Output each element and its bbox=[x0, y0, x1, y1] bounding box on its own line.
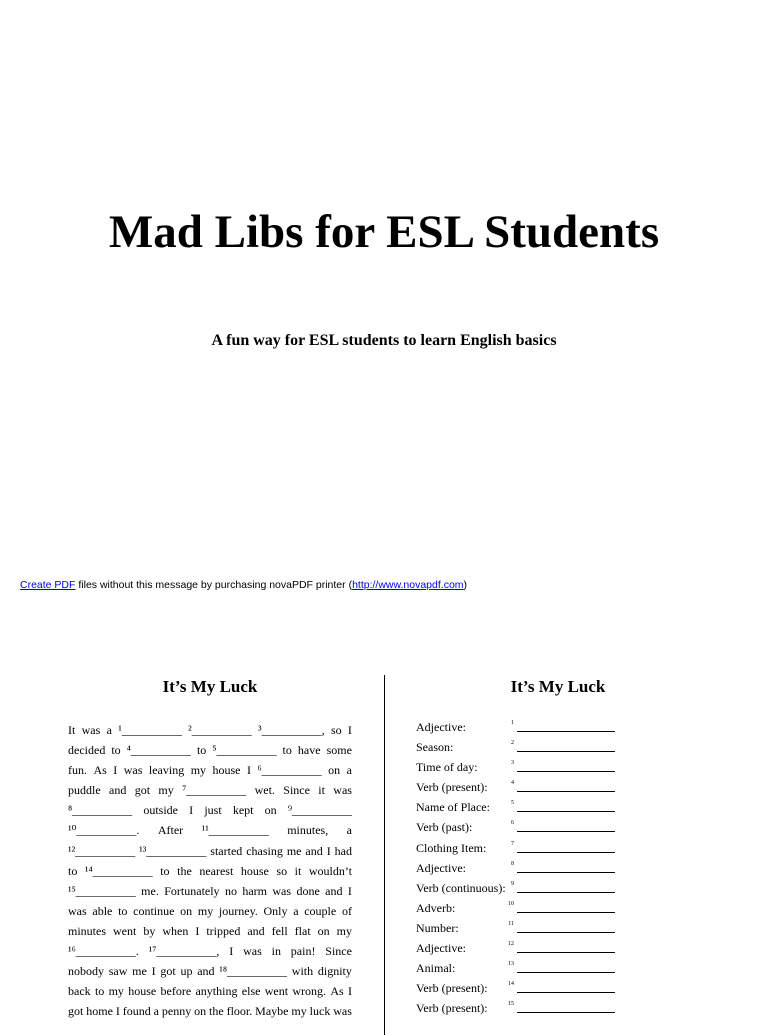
story-word: to bbox=[111, 743, 121, 758]
story-word: dignity bbox=[317, 964, 352, 979]
story-word: I bbox=[113, 763, 118, 778]
story-line bbox=[68, 961, 352, 981]
story-word: continue bbox=[133, 903, 175, 918]
word-list-row bbox=[416, 838, 626, 858]
story-word: so bbox=[330, 723, 342, 737]
blank-number: 5 bbox=[511, 800, 514, 807]
story-word: chasing bbox=[246, 843, 283, 858]
answer-blank-line bbox=[517, 731, 615, 732]
story-word: After bbox=[157, 823, 184, 838]
story-word: nearest bbox=[199, 863, 234, 878]
story-word: to bbox=[68, 863, 78, 878]
word-type-label: Animal: bbox=[416, 961, 456, 976]
story-line bbox=[68, 760, 352, 780]
story-word: fell bbox=[271, 923, 288, 938]
pdf-watermark-note bbox=[20, 578, 467, 592]
story-word: ¹³__________ bbox=[139, 843, 207, 858]
story-word: house bbox=[240, 863, 269, 878]
create-pdf-link[interactable]: Create PDF bbox=[20, 579, 76, 591]
word-type-label: Verb (continuous): bbox=[416, 880, 506, 895]
story-word: ⁵__________ bbox=[212, 743, 277, 758]
story-word: wrong. bbox=[292, 984, 327, 999]
story-word: to bbox=[282, 743, 292, 758]
story-word: I bbox=[347, 883, 352, 898]
story-word: ⁷__________ bbox=[182, 783, 247, 798]
blank-number: 6 bbox=[511, 820, 514, 827]
blank-number: 11 bbox=[508, 920, 514, 927]
story-word: with bbox=[291, 964, 314, 979]
story-word: I bbox=[189, 803, 194, 818]
story-word: pain! bbox=[290, 944, 316, 959]
word-type-label: Adjective: bbox=[416, 860, 466, 875]
story-line bbox=[68, 841, 352, 861]
story-word: on bbox=[194, 1004, 207, 1019]
novapdf-url-link[interactable]: http://www.novapdf.com bbox=[352, 579, 464, 591]
word-list-row bbox=[416, 817, 626, 837]
answer-blank-line bbox=[517, 771, 615, 772]
story-text bbox=[68, 720, 352, 1021]
blank-number: 10 bbox=[508, 900, 514, 907]
story-word: Fortunately bbox=[164, 883, 220, 898]
story-word: of bbox=[341, 903, 352, 918]
story-word: just bbox=[204, 803, 222, 818]
story-word: home bbox=[86, 1004, 113, 1019]
answer-blank-line bbox=[517, 912, 615, 913]
story-word: ¹⁴__________ bbox=[84, 863, 153, 878]
story-word: to bbox=[118, 903, 128, 918]
story-word: penny bbox=[161, 1004, 192, 1019]
story-word: no bbox=[224, 883, 237, 898]
pdf-note-text: files without this message by purchasing novaPDF printer ( bbox=[75, 579, 353, 591]
word-list bbox=[416, 717, 626, 1018]
story-word: Since bbox=[325, 944, 352, 959]
answer-blank-line bbox=[517, 852, 615, 853]
story-line bbox=[68, 881, 352, 901]
story-word: some bbox=[326, 743, 352, 758]
story-word: my bbox=[190, 763, 207, 778]
story-word: had bbox=[334, 843, 352, 858]
story-word: Maybe bbox=[255, 1004, 289, 1019]
story-word: up bbox=[180, 964, 193, 979]
story-word: ¹⁷__________, bbox=[148, 944, 220, 959]
story-word: by bbox=[143, 923, 156, 938]
story-word: tripped bbox=[206, 923, 241, 938]
blank-number: 13 bbox=[508, 961, 514, 968]
word-type-label: Season: bbox=[416, 740, 454, 755]
story-word: As bbox=[93, 763, 107, 778]
story-word: ⁴__________ bbox=[126, 743, 191, 758]
story-word: was bbox=[81, 723, 101, 737]
story-word: was bbox=[68, 903, 87, 918]
story-line bbox=[68, 921, 352, 941]
story-word: a bbox=[346, 763, 352, 778]
story-line bbox=[68, 820, 352, 840]
story-word: ³__________, bbox=[258, 723, 325, 737]
story-word: house bbox=[212, 763, 241, 778]
word-type-label: Verb (present): bbox=[416, 981, 488, 996]
story-line bbox=[68, 720, 352, 740]
story-word: on bbox=[264, 803, 277, 818]
story-word: was bbox=[123, 763, 143, 778]
story-word: Only bbox=[263, 903, 288, 918]
story-word: I bbox=[326, 843, 331, 858]
answer-blank-line bbox=[517, 892, 615, 893]
story-word: ¹²__________ bbox=[68, 843, 136, 858]
answer-blank-line bbox=[517, 952, 615, 953]
story-word: As bbox=[330, 984, 344, 999]
story-word: went bbox=[113, 923, 137, 938]
word-list-row bbox=[416, 777, 626, 797]
story-word: outside bbox=[143, 803, 179, 818]
story-word: was bbox=[333, 783, 352, 798]
story-word: It bbox=[68, 723, 76, 737]
word-type-label: Verb (present): bbox=[416, 1001, 488, 1016]
word-type-label: Adjective: bbox=[416, 720, 466, 734]
story-word: I bbox=[115, 1004, 120, 1019]
story-word: the bbox=[177, 863, 192, 878]
story-word: saw bbox=[108, 964, 128, 979]
story-word: journey. bbox=[218, 903, 258, 918]
story-word: kept bbox=[232, 803, 254, 818]
story-word: a bbox=[106, 723, 112, 737]
word-list-row bbox=[416, 858, 626, 878]
story-line bbox=[68, 740, 352, 760]
story-word: went bbox=[264, 984, 289, 999]
story-word: found bbox=[122, 1004, 151, 1019]
story-word: so bbox=[276, 863, 288, 878]
word-list-title: It’s My Luck bbox=[510, 677, 606, 696]
story-word: leaving bbox=[148, 763, 185, 778]
story-line bbox=[68, 981, 352, 1001]
story-word: my bbox=[108, 984, 124, 999]
story-word: was bbox=[333, 1004, 352, 1019]
story-word: anything bbox=[195, 984, 238, 999]
story-word: ¹⁶__________. bbox=[68, 944, 139, 959]
story-word: harm bbox=[242, 883, 267, 898]
answer-blank-line bbox=[517, 1012, 615, 1013]
page-subtitle: A fun way for ESL students to learn English basics bbox=[211, 332, 557, 349]
story-word: my bbox=[158, 783, 174, 798]
story-word: and bbox=[109, 783, 127, 798]
story-word: I bbox=[347, 723, 352, 737]
word-list-row bbox=[416, 898, 626, 918]
page-title: Mad Libs for ESL Students bbox=[108, 206, 660, 258]
story-word: a bbox=[293, 903, 299, 918]
story-line bbox=[68, 780, 352, 800]
blank-number: 9 bbox=[511, 880, 514, 887]
story-line bbox=[68, 941, 352, 961]
story-word: nobody bbox=[68, 964, 104, 979]
story-word: ¹⁸__________ bbox=[219, 964, 288, 979]
story-word: on bbox=[328, 763, 341, 778]
story-word: me. bbox=[141, 883, 159, 898]
story-word: ¹⁰__________. bbox=[68, 823, 140, 838]
blank-number: 3 bbox=[511, 760, 514, 767]
story-word: puddle bbox=[68, 783, 101, 798]
story-word: and bbox=[305, 843, 323, 858]
story-word: was bbox=[243, 944, 262, 959]
story-word: floor. bbox=[226, 1004, 253, 1019]
answer-blank-line bbox=[517, 831, 615, 832]
story-word: ¹⁵__________ bbox=[68, 883, 136, 898]
story-word: minutes bbox=[68, 923, 106, 938]
word-list-row bbox=[416, 757, 626, 777]
word-type-label: Name of Place: bbox=[416, 800, 490, 815]
story-word: I bbox=[229, 944, 234, 959]
story-word: I bbox=[195, 923, 200, 938]
story-word: got bbox=[68, 1004, 84, 1019]
story-word: a bbox=[346, 823, 352, 838]
answer-blank-line bbox=[517, 791, 615, 792]
story-word: I bbox=[151, 964, 156, 979]
answer-blank-line bbox=[517, 992, 615, 993]
pdf-note-end: ) bbox=[463, 579, 468, 591]
story-word: luck bbox=[309, 1004, 331, 1019]
story-line bbox=[68, 1001, 352, 1021]
story-word: and bbox=[247, 923, 265, 938]
blank-number: 2 bbox=[511, 740, 514, 747]
answer-blank-line bbox=[517, 972, 615, 973]
story-word: ¹__________ bbox=[118, 723, 182, 737]
story-word: ⁶__________ bbox=[257, 763, 322, 778]
word-list-row bbox=[416, 878, 626, 898]
answer-blank-line bbox=[517, 872, 615, 873]
story-word: on bbox=[180, 903, 193, 918]
word-type-label: Time of day: bbox=[416, 760, 478, 775]
story-word: Since bbox=[283, 783, 310, 798]
story-title: It’s My Luck bbox=[162, 677, 258, 696]
column-divider bbox=[384, 675, 385, 1035]
story-word: when bbox=[162, 923, 189, 938]
word-type-label: Verb (present): bbox=[416, 780, 488, 795]
story-word: got bbox=[160, 964, 176, 979]
story-word: ⁸__________ bbox=[68, 803, 133, 818]
blank-number: 7 bbox=[511, 840, 514, 847]
blank-number: 15 bbox=[508, 1001, 514, 1008]
word-list-row bbox=[416, 938, 626, 958]
story-word: started bbox=[210, 843, 243, 858]
story-word: house bbox=[128, 984, 157, 999]
story-line bbox=[68, 901, 352, 921]
story-word: in bbox=[271, 944, 281, 959]
story-word: my bbox=[336, 923, 352, 938]
story-word: and bbox=[197, 964, 215, 979]
blank-number: 12 bbox=[508, 941, 514, 948]
story-word: I bbox=[347, 984, 352, 999]
blank-number: 14 bbox=[508, 981, 514, 988]
story-word: I bbox=[246, 763, 251, 778]
story-word: the bbox=[209, 1004, 224, 1019]
story-word: to bbox=[94, 984, 105, 999]
story-word: ²__________ bbox=[188, 723, 252, 737]
story-word: a bbox=[153, 1004, 159, 1019]
word-list-row bbox=[416, 998, 626, 1018]
blank-number: 4 bbox=[511, 780, 514, 787]
word-type-label: Adverb: bbox=[416, 900, 456, 915]
story-word: it bbox=[294, 863, 302, 878]
story-word: have bbox=[297, 743, 321, 758]
answer-blank-line bbox=[517, 751, 615, 752]
word-list-row bbox=[416, 978, 626, 998]
story-word: my bbox=[291, 1004, 307, 1019]
word-type-label: Clothing Item: bbox=[416, 840, 487, 855]
story-word: wet. bbox=[254, 783, 275, 798]
story-word: able bbox=[92, 903, 113, 918]
story-word: and bbox=[325, 883, 343, 898]
story-word: done bbox=[296, 883, 320, 898]
word-list-row bbox=[416, 958, 626, 978]
word-list-row bbox=[416, 918, 626, 938]
story-word: minutes, bbox=[287, 823, 329, 838]
story-word: it bbox=[318, 783, 325, 798]
story-word: me bbox=[132, 964, 147, 979]
word-list-row bbox=[416, 737, 626, 757]
story-word: my bbox=[197, 903, 214, 918]
story-word: to bbox=[196, 743, 207, 758]
story-word: before bbox=[160, 984, 192, 999]
story-word: wouldn’t bbox=[308, 863, 352, 878]
story-word: to bbox=[160, 863, 170, 878]
story-line bbox=[68, 800, 352, 820]
story-word: back bbox=[68, 984, 91, 999]
story-word: me bbox=[286, 843, 302, 858]
word-list-row bbox=[416, 717, 626, 737]
answer-blank-line bbox=[517, 811, 615, 812]
story-line bbox=[68, 861, 352, 881]
story-word: couple bbox=[304, 903, 337, 918]
word-type-label: Number: bbox=[416, 920, 459, 935]
story-word: decided bbox=[68, 743, 106, 758]
story-word: got bbox=[134, 783, 151, 798]
story-word: fun. bbox=[68, 763, 87, 778]
story-word: was bbox=[272, 883, 292, 898]
word-type-label: Adjective: bbox=[416, 941, 466, 956]
story-word: ¹¹__________ bbox=[201, 823, 269, 838]
story-word: flat bbox=[294, 923, 311, 938]
answer-blank-line bbox=[517, 932, 615, 933]
word-type-label: Verb (past): bbox=[416, 820, 473, 835]
blank-number: 8 bbox=[511, 860, 514, 867]
story-word: else bbox=[241, 984, 261, 999]
story-word: ⁹__________ bbox=[287, 803, 352, 818]
blank-number: 1 bbox=[511, 720, 514, 726]
word-list-row bbox=[416, 797, 626, 817]
story-word: on bbox=[317, 923, 330, 938]
